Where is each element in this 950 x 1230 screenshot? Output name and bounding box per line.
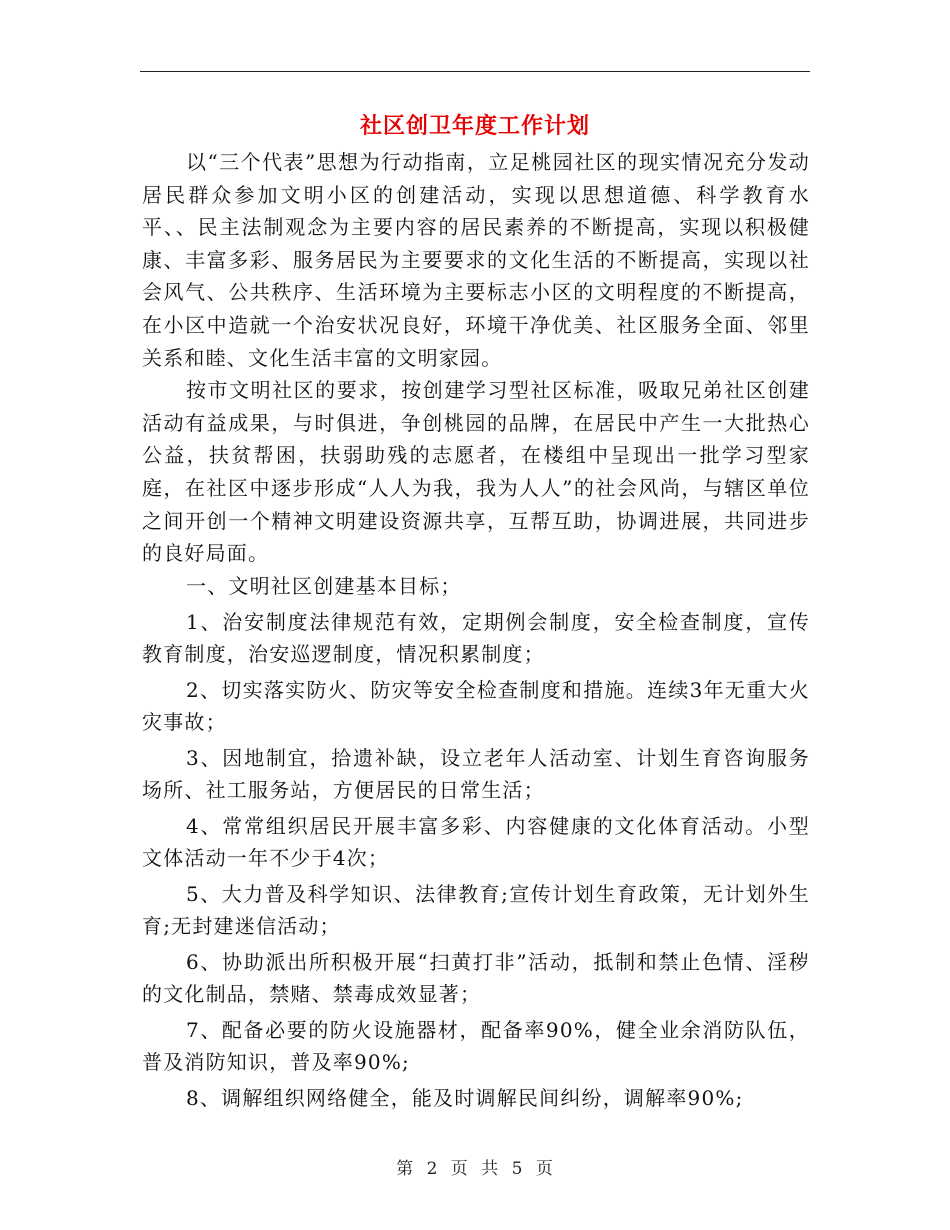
list-item: 5、大力普及科学知识、法律教育;宣传计划生育政策，无计划外生育;无封建迷信活动； bbox=[142, 881, 810, 938]
footer-page-unit: 页 bbox=[450, 1159, 469, 1179]
paragraph-requirements: 按市文明社区的要求，按创建学习型社区标准，吸取兄弟社区创建活动有益成果，与时俱进，争创桃园的品牌，在居民中产生一大批热心公益，扶贫帮困，扶弱助残的志愿者，在楼组中呈现出一批学习型家庭，在社区中逐步形成“人人为我，我为人人”的社会风尚，与辖区单位之间开创一个精神文明建设资源共享，互帮互助，协调进展，共同进步的良好局面。 bbox=[142, 378, 810, 566]
page-footer bbox=[0, 1154, 950, 1179]
list-item: 2、切实落实防火、防灾等安全检查制度和措施。连续3年无重大火灾事故； bbox=[142, 677, 810, 734]
header-rule bbox=[140, 71, 810, 72]
footer-prefix: 第 bbox=[396, 1159, 415, 1179]
footer-total-prefix: 共 bbox=[481, 1159, 500, 1179]
list-item: 7、配备必要的防火设施器材，配备率90%，健全业余消防队伍，普及消防知识，普及率90%; bbox=[142, 1017, 810, 1074]
footer-total-unit: 页 bbox=[535, 1159, 554, 1179]
paragraph-intro: 以“三个代表”思想为行动指南，立足桃园社区的现实情况充分发动居民群众参加文明小区的创建活动，实现以思想道德、科学教育水平、、民主法制观念为主要内容的居民素养的不断提高，实现以积极健康、丰富多彩、服务居民为主要要求的文化生活的不断提高，实现以社会风气、公共秩序、生活环境为主要标志小区的文明程度的不断提高，在小区中造就一个治安状况良好，环境干净优美、社区服务全面、邻里关系和睦、文化生活丰富的文明家园。 bbox=[142, 150, 810, 370]
section-heading: 一、文明社区创建基本目标； bbox=[186, 573, 462, 598]
list-item: 4、常常组织居民开展丰富多彩、内容健康的文化体育活动。小型文体活动一年不少于4次； bbox=[142, 813, 810, 870]
list-item: 3、因地制宜，拾遗补缺，设立老年人活动室、计划生育咨询服务场所、社工服务站，方便居民的日常生活； bbox=[142, 745, 810, 802]
footer-total-pages: 5 bbox=[511, 1159, 524, 1179]
document-title: 社区创卫年度工作计划 bbox=[359, 113, 590, 139]
footer-page-number: 2 bbox=[426, 1159, 439, 1179]
list-item: 8、调解组织网络健全，能及时调解民间纠纷，调解率90%; bbox=[186, 1085, 744, 1110]
document-body bbox=[142, 146, 810, 1118]
list-item: 6、协助派出所积极开展“扫黄打非”活动，抵制和禁止色情、淫秽的文化制品，禁赌、禁毒成效显著； bbox=[142, 949, 810, 1006]
list-item: 1、治安制度法律规范有效，定期例会制度，安全检查制度，宣传教育制度，治安巡逻制度，情况积累制度； bbox=[142, 609, 810, 666]
